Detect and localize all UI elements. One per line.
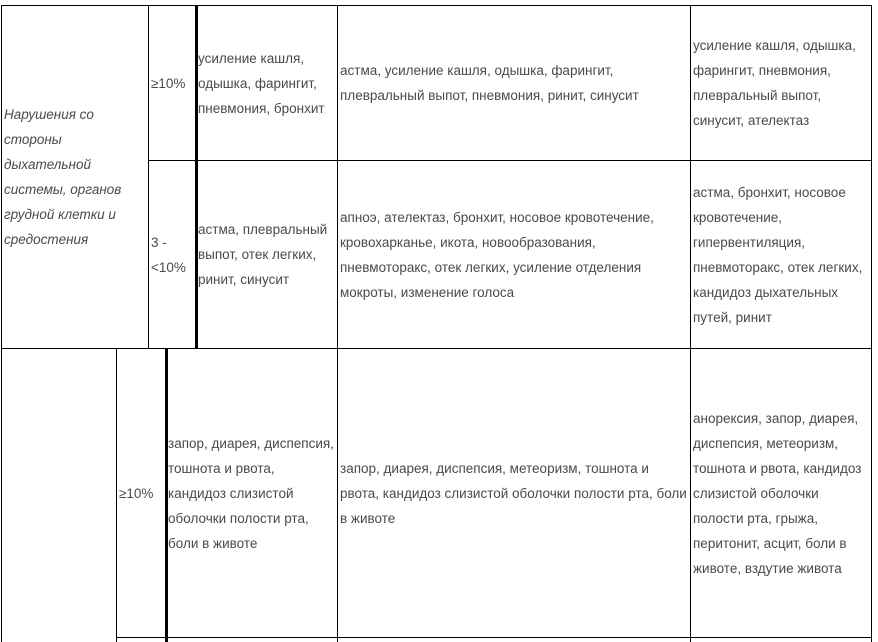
reaction-list: апноэ, ателектаз, бронхит, носовое кровотечение, кровохарканье, икота, новообразования, пневмоторакс, отек легких, усиление отделения мокроты, изменение голоса bbox=[340, 209, 654, 300]
reaction-list-cell bbox=[165, 348, 338, 638]
category-cell-respiratory bbox=[1, 5, 149, 349]
reaction-list-cell bbox=[690, 5, 872, 161]
reaction-list-cell bbox=[337, 348, 691, 638]
reaction-list-cell bbox=[690, 160, 872, 349]
reaction-list: астма, плевральный выпот, отек легких, ринит, синусит bbox=[198, 222, 328, 287]
table-cell-partial bbox=[690, 637, 872, 642]
frequency-cell bbox=[148, 5, 198, 161]
reaction-list: анорексия, запор, диарея, диспепсия, метеоризм, тошнота и рвота, кандидоз слизистой оболочки полости рта, грыжа, перитонит, асцит, боли в животе, вздутие живота bbox=[693, 410, 862, 576]
frequency-cell bbox=[116, 348, 168, 638]
table-cell-partial bbox=[116, 637, 168, 642]
reaction-list-cell bbox=[195, 160, 338, 349]
reaction-list-cell bbox=[195, 5, 338, 161]
category-label: Нарушения со стороны дыхательной системы, органов грудной клетки и средостения bbox=[4, 107, 122, 247]
reaction-list: астма, бронхит, носовое кровотечение, гипервентиляция, пневмоторакс, отек легких, кандидоз дыхательных путей, ринит bbox=[693, 184, 863, 325]
reaction-list: усиление кашля, одышка, фарингит, пневмония, плевральный выпот, синусит, ателектаз bbox=[693, 38, 856, 128]
reaction-list: запор, диарея, диспепсия, тошнота и рвота, кандидоз слизистой оболочки полости рта, боли в животе bbox=[168, 435, 334, 551]
table-cell-partial bbox=[165, 637, 338, 642]
frequency-value: 3 - <10% bbox=[151, 234, 186, 275]
frequency-cell bbox=[148, 160, 198, 349]
reaction-list-cell bbox=[337, 160, 691, 349]
frequency-value: ≥10% bbox=[119, 485, 154, 501]
reaction-list-cell bbox=[690, 348, 872, 638]
reaction-list: усиление кашля, одышка, фарингит, пневмония, бронхит bbox=[198, 50, 325, 116]
reaction-list-cell bbox=[337, 5, 691, 161]
category-cell-gastro bbox=[1, 348, 117, 642]
reaction-list: астма, усиление кашля, одышка, фарингит, плевральный выпот, пневмония, ринит, синусит bbox=[340, 63, 639, 103]
frequency-value: ≥10% bbox=[151, 75, 186, 91]
reaction-list: запор, диарея, диспепсия, метеоризм, тошнота и рвота, кандидоз слизистой оболочки полости рта, боли в животе bbox=[340, 460, 687, 526]
table-cell-partial bbox=[337, 637, 691, 642]
